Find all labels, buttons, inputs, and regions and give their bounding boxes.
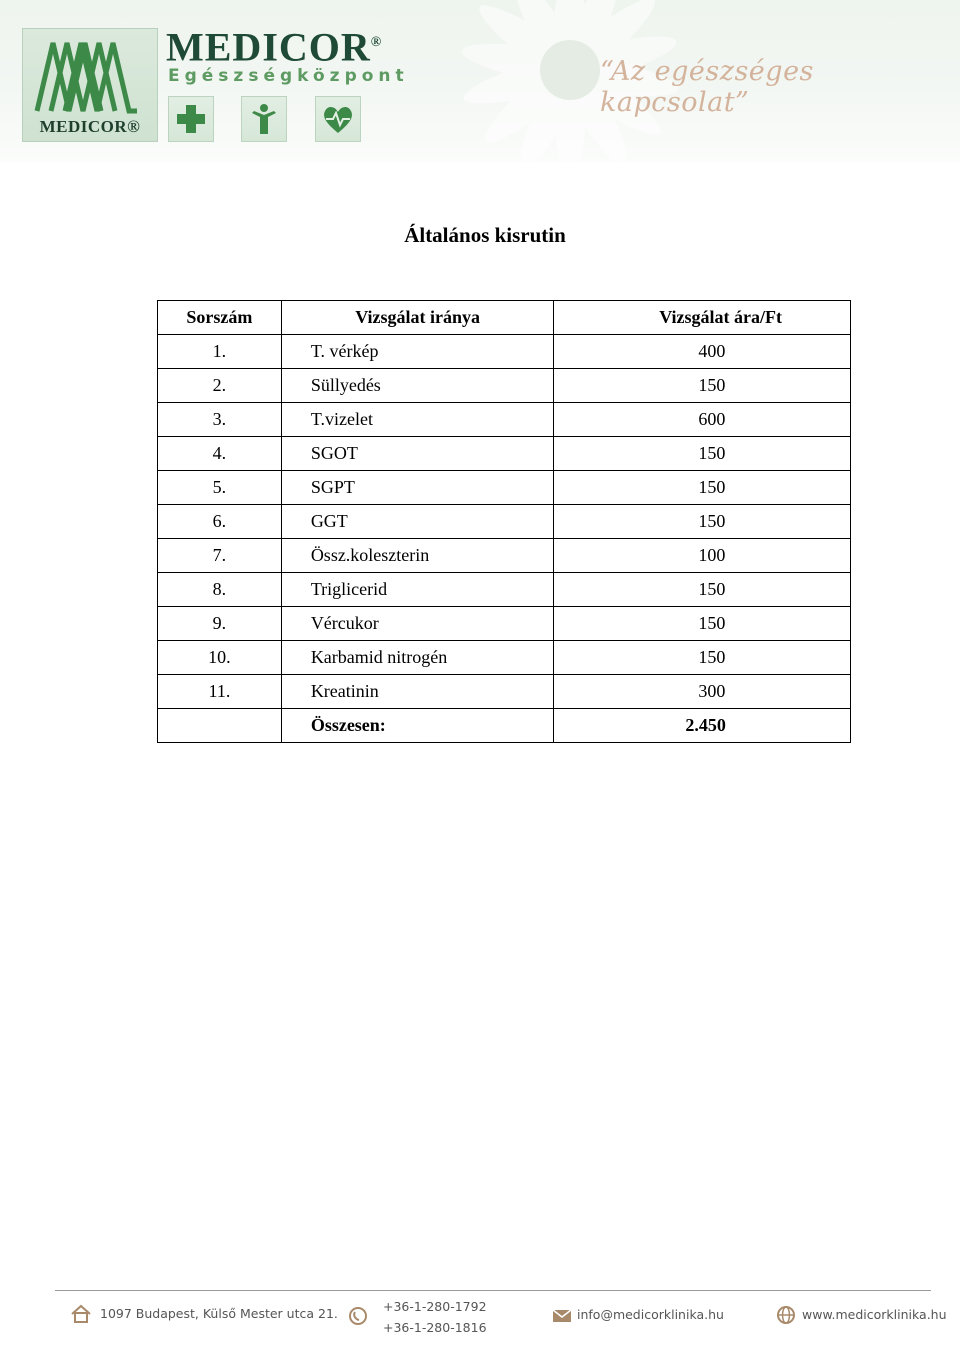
total-label: Összesen: bbox=[281, 709, 554, 743]
row-price: 150 bbox=[554, 573, 851, 607]
row-price: 100 bbox=[554, 539, 851, 573]
row-number: 11. bbox=[158, 675, 282, 709]
phone-icon bbox=[348, 1306, 368, 1326]
row-test-name: Vércukor bbox=[281, 607, 554, 641]
row-number: 8. bbox=[158, 573, 282, 607]
footer-phone-2[interactable]: +36-1-280-1816 bbox=[383, 1320, 487, 1335]
table-row bbox=[158, 403, 851, 437]
table-row bbox=[158, 369, 851, 403]
total-empty-cell bbox=[158, 709, 282, 743]
column-header-price: Vizsgálat ára/Ft bbox=[554, 301, 851, 335]
table-row bbox=[158, 573, 851, 607]
row-price: 150 bbox=[554, 641, 851, 675]
row-test-name: T.vizelet bbox=[281, 403, 554, 437]
row-price: 150 bbox=[554, 607, 851, 641]
table-row bbox=[158, 505, 851, 539]
row-price: 150 bbox=[554, 471, 851, 505]
medicor-logo-mark-icon bbox=[29, 35, 151, 115]
row-test-name: Kreatinin bbox=[281, 675, 554, 709]
column-header-number: Sorszám bbox=[158, 301, 282, 335]
table-row bbox=[158, 437, 851, 471]
row-number: 2. bbox=[158, 369, 282, 403]
column-header-test: Vizsgálat iránya bbox=[281, 301, 554, 335]
row-test-name: Karbamid nitrogén bbox=[281, 641, 554, 675]
logo-wordmark: MEDICOR® bbox=[39, 117, 141, 136]
row-test-name: GGT bbox=[281, 505, 554, 539]
heart-icon bbox=[315, 96, 361, 142]
table-row bbox=[158, 607, 851, 641]
row-price: 150 bbox=[554, 505, 851, 539]
document-title: Általános kisrutin bbox=[404, 223, 566, 247]
row-test-name: T. vérkép bbox=[281, 335, 554, 369]
row-test-name: SGOT bbox=[281, 437, 554, 471]
brand-subtitle: Egészségközpont bbox=[168, 66, 409, 86]
footer-phone-1[interactable]: +36-1-280-1792 bbox=[383, 1299, 487, 1314]
row-test-name: SGPT bbox=[281, 471, 554, 505]
row-number: 4. bbox=[158, 437, 282, 471]
person-icon bbox=[241, 96, 287, 142]
footer-email[interactable]: info@medicorklinika.hu bbox=[577, 1307, 724, 1322]
footer-address: 1097 Budapest, Külső Mester utca 21. bbox=[100, 1306, 338, 1321]
row-price: 150 bbox=[554, 437, 851, 471]
table-row bbox=[158, 471, 851, 505]
table-row bbox=[158, 335, 851, 369]
header-banner bbox=[0, 0, 960, 162]
table-header-row bbox=[158, 301, 851, 335]
row-test-name: Triglicerid bbox=[281, 573, 554, 607]
row-test-name: Össz.koleszterin bbox=[281, 539, 554, 573]
row-number: 5. bbox=[158, 471, 282, 505]
total-row bbox=[158, 709, 851, 743]
row-number: 6. bbox=[158, 505, 282, 539]
price-table bbox=[157, 300, 851, 743]
email-icon bbox=[552, 1309, 572, 1323]
footer-website[interactable]: www.medicorklinika.hu bbox=[802, 1307, 947, 1322]
row-price: 400 bbox=[554, 335, 851, 369]
row-number: 7. bbox=[158, 539, 282, 573]
medicor-logo[interactable] bbox=[22, 28, 158, 142]
row-price: 150 bbox=[554, 369, 851, 403]
row-number: 9. bbox=[158, 607, 282, 641]
brand-title: MEDICOR® bbox=[166, 24, 383, 70]
home-icon bbox=[70, 1304, 92, 1324]
table-row bbox=[158, 641, 851, 675]
table-row bbox=[158, 675, 851, 709]
row-test-name: Süllyedés bbox=[281, 369, 554, 403]
slogan: “Az egészséges kapcsolat” bbox=[600, 56, 814, 118]
footer-divider bbox=[55, 1290, 931, 1291]
cross-icon bbox=[168, 96, 214, 142]
row-price: 600 bbox=[554, 403, 851, 437]
row-number: 3. bbox=[158, 403, 282, 437]
globe-icon bbox=[776, 1305, 796, 1325]
row-number: 10. bbox=[158, 641, 282, 675]
row-number: 1. bbox=[158, 335, 282, 369]
row-price: 300 bbox=[554, 675, 851, 709]
table-row bbox=[158, 539, 851, 573]
total-value: 2.450 bbox=[554, 709, 851, 743]
